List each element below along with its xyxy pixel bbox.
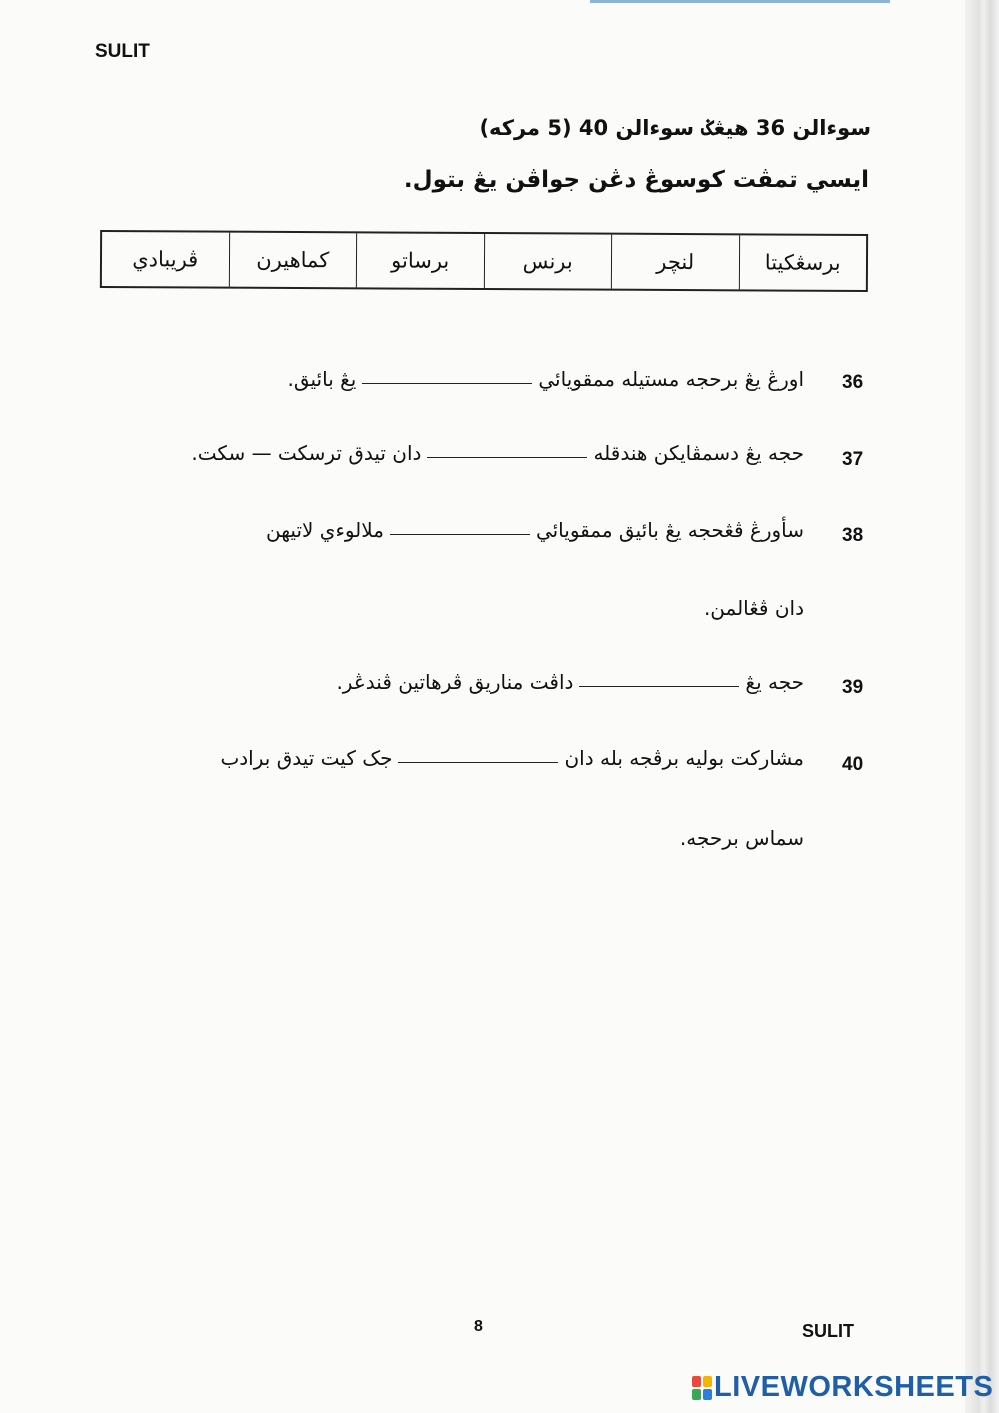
question-number: 36 <box>842 372 864 393</box>
top-accent-strip <box>590 0 890 3</box>
question-text-before: سأورڠ ڤڠحجه يڠ بائيق ممقويائي <box>535 518 804 542</box>
question-continuation: دان ڤڠالمن. <box>703 596 804 620</box>
instructions-title: سوءالن 36 هيڠݢ سوءالن 40 (5 مرکه) <box>479 116 871 140</box>
answer-blank-38[interactable] <box>390 533 530 535</box>
question-number: 37 <box>842 449 864 470</box>
word-bank-cell[interactable]: کماهيرن <box>228 233 356 288</box>
sulit-header: SULIT <box>95 41 150 62</box>
answer-blank-37[interactable] <box>427 456 587 458</box>
word-bank-cell[interactable]: ڤريبادي <box>132 247 199 272</box>
question-39 <box>336 670 804 694</box>
question-text-after: يڠ بائيق. <box>287 367 357 391</box>
question-40 <box>220 746 804 770</box>
logo-tile <box>692 1376 701 1387</box>
question-38 <box>266 518 804 542</box>
question-text-after: ملالوءي لاتيهن <box>265 518 384 542</box>
question-text-after: دان تيدق ترسکت — سکت. <box>191 441 422 465</box>
question-number: 39 <box>842 677 864 698</box>
liveworksheets-icon <box>692 1376 712 1400</box>
sulit-footer: SULIT <box>802 1321 854 1341</box>
word-bank-table <box>100 230 868 292</box>
question-text-after: داڤت مناريق ڤرهاتين ڤندڠر. <box>336 670 574 694</box>
instructions-directive: ايسي تمڤت کوسوڠ دڠن جواڤن يڠ بتول. <box>403 167 869 193</box>
question-number: 40 <box>842 754 864 775</box>
word-bank-cell[interactable]: برسڠکيتا <box>738 235 866 290</box>
word-bank-cell[interactable]: لنچر <box>611 235 739 290</box>
question-text-before: مشارکت بوليه برڤجه بله دان <box>564 746 804 770</box>
logo-tile <box>703 1389 712 1400</box>
question-number: 38 <box>842 525 864 546</box>
question-37 <box>191 441 804 465</box>
logo-tile <box>692 1389 701 1400</box>
liveworksheets-logo[interactable] <box>692 1371 993 1404</box>
answer-blank-39[interactable] <box>579 685 739 687</box>
page-stack-edge <box>965 0 999 1413</box>
logo-tile <box>703 1376 712 1387</box>
question-text-after: جک کيت تيدق برادب <box>220 746 393 770</box>
question-continuation: سماس برحجه. <box>679 826 804 850</box>
question-text-before: حجه يڠ <box>745 670 804 694</box>
word-bank-cell[interactable]: برساتو <box>356 233 484 288</box>
liveworksheets-wordmark: LIVEWORKSHEETS <box>714 1371 994 1403</box>
word-bank-cell[interactable]: برنس <box>483 234 611 289</box>
question-text-before: حجه يڠ دسمڤايکن هندقله <box>593 441 804 465</box>
page-number: 8 <box>474 1318 483 1335</box>
answer-blank-36[interactable] <box>362 382 532 384</box>
question-text-before: اورڠ يڠ برحجه مستيله ممقويائي <box>538 367 804 391</box>
question-36 <box>287 367 804 391</box>
answer-blank-40[interactable] <box>398 761 558 763</box>
